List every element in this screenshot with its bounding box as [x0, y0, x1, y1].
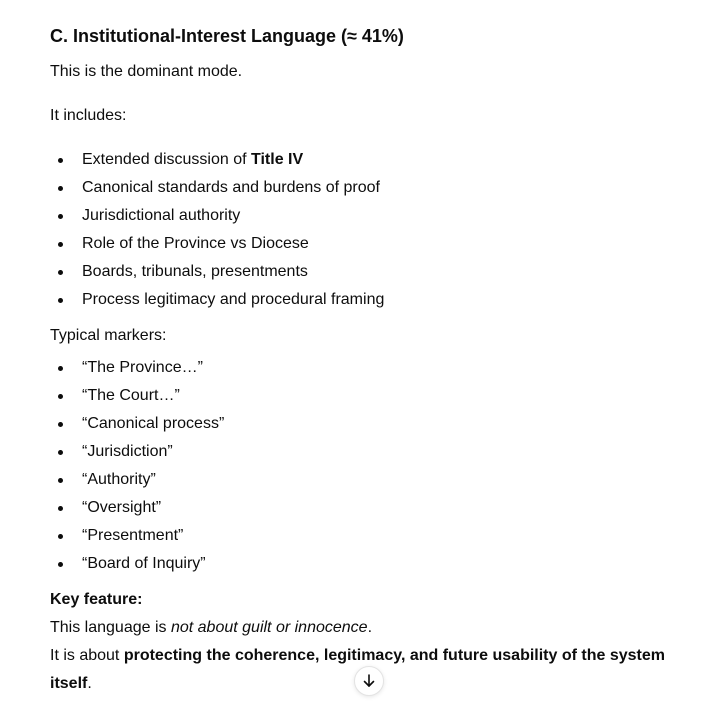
list-item: Extended discussion of Title IV: [50, 146, 384, 174]
list-item: “Presentment”: [50, 522, 224, 550]
list-item: Boards, tribunals, presentments: [50, 258, 384, 286]
bullet-icon: [58, 450, 63, 455]
list-item: “The Court…”: [50, 382, 224, 410]
list-item: “Canonical process”: [50, 410, 224, 438]
list-item: Jurisdictional authority: [50, 202, 384, 230]
bullet-icon: [58, 422, 63, 427]
includes-label: It includes:: [50, 107, 127, 124]
bullet-icon: [58, 242, 63, 247]
list-item: “Jurisdiction”: [50, 438, 224, 466]
bold-emphasis: protecting the coherence, legitimacy, and future usability of the system itself: [50, 647, 665, 692]
bullet-icon: [58, 534, 63, 539]
bullet-icon: [58, 562, 63, 567]
key-feature-label: Key feature:: [50, 591, 143, 608]
bullet-icon: [58, 366, 63, 371]
scroll-to-bottom-button[interactable]: [354, 666, 384, 696]
includes-list: [50, 146, 384, 314]
arrow-down-icon: [361, 673, 377, 689]
bullet-icon: [58, 270, 63, 275]
list-item: “Authority”: [50, 466, 224, 494]
markers-label: Typical markers:: [50, 327, 167, 344]
list-item: “Oversight”: [50, 494, 224, 522]
bullet-icon: [58, 506, 63, 511]
bullet-icon: [58, 214, 63, 219]
bullet-icon: [58, 186, 63, 191]
italic-emphasis: not about guilt or innocence: [170, 619, 368, 636]
list-item: Canonical standards and burdens of proof: [50, 174, 384, 202]
list-item: “The Province…”: [50, 354, 224, 382]
list-item: Process legitimacy and procedural framing: [50, 286, 384, 314]
intro-text: This is the dominant mode.: [50, 63, 243, 80]
bullet-icon: [58, 478, 63, 483]
title-iv-bold: Title IV: [251, 151, 304, 168]
section-heading: C. Institutional-Interest Language (≈ 41%): [50, 26, 404, 46]
bullet-icon: [58, 394, 63, 399]
list-item: “Board of Inquiry”: [50, 550, 224, 578]
bullet-icon: [58, 158, 63, 163]
list-item: Role of the Province vs Diocese: [50, 230, 384, 258]
key-feature-line1: This language is not about guilt or innocence.: [50, 619, 373, 636]
key-feature-line2: It is about protecting the coherence, legitimacy, and future usability of the system itself.: [50, 647, 665, 692]
bullet-icon: [58, 298, 63, 303]
markers-list: [50, 354, 224, 578]
